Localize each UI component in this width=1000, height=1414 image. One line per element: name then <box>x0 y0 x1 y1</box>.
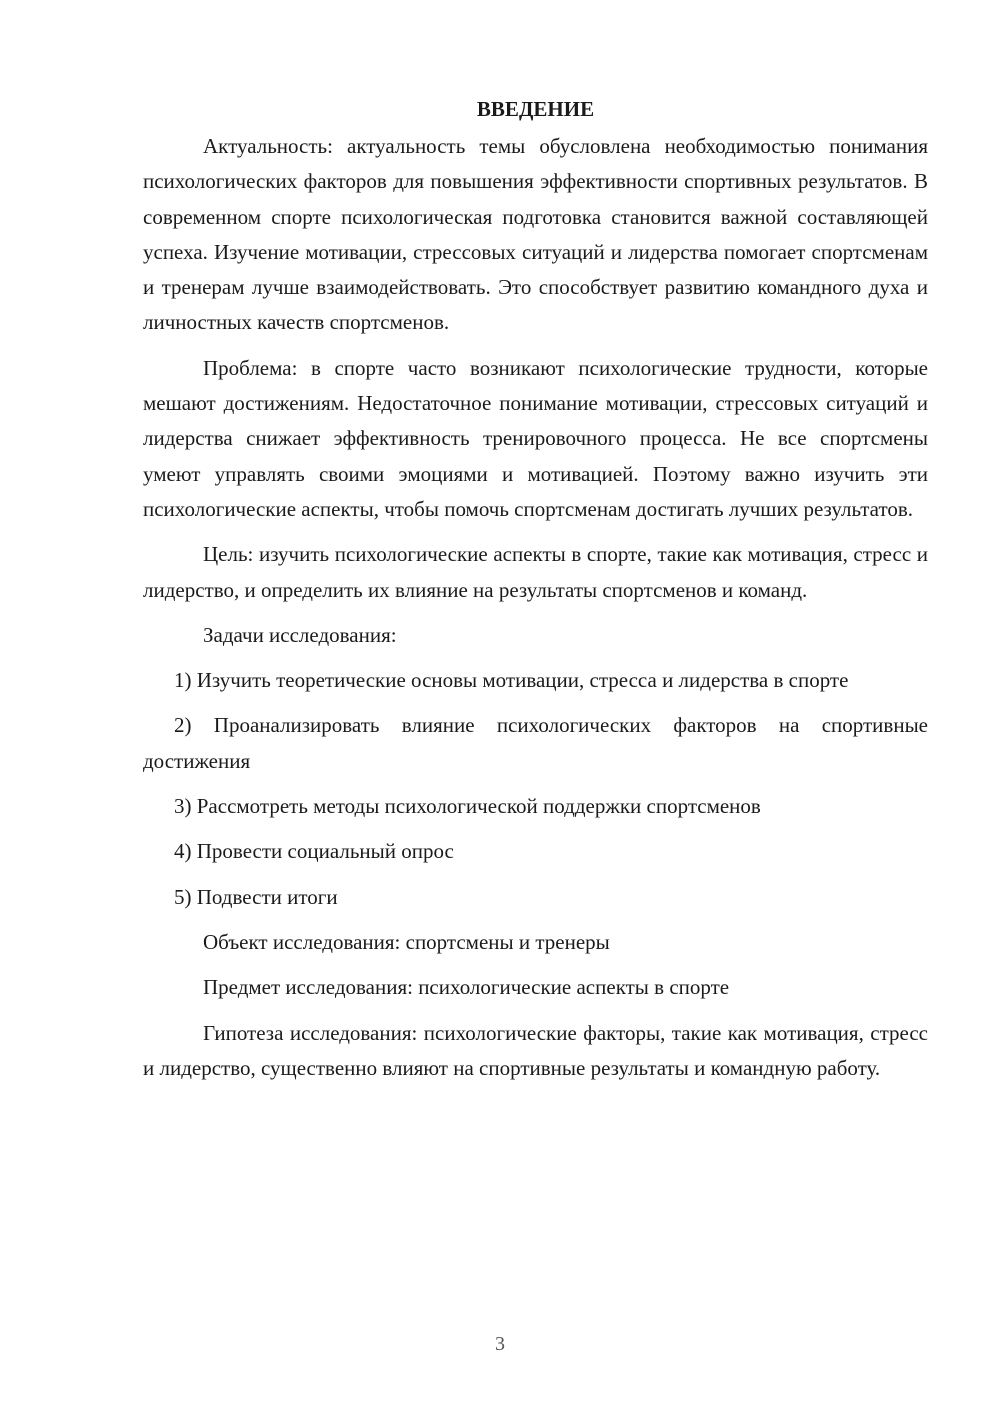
task-item-5: 5) Подвести итоги <box>174 884 338 909</box>
document-page <box>143 92 928 1096</box>
task-item-3: 3) Рассмотреть методы психологической поддержки спортсменов <box>174 794 761 819</box>
task-item-2: 2) Проанализировать влияние психологических факторов на спортивные достижения <box>143 713 928 773</box>
section-title: ВВЕДЕНИЕ <box>476 97 595 121</box>
research-subject: Предмет исследования: психологические аспекты в спорте <box>203 975 730 1000</box>
research-object: Объект исследования: спортсмены и тренеры <box>203 929 610 954</box>
tasks-heading: Задачи исследования: <box>203 622 397 647</box>
paragraph-goal: Цель: изучить психологические аспекты в спорте, такие как мотивация, стресс и лидерство, и определить их влияние на результаты спортсменов и команд. <box>143 542 928 602</box>
page-number: 3 <box>495 1333 505 1355</box>
paragraph-problem: Проблема: в спорте часто возникают психологические трудности, которые мешают достижениям. Недостаточное понимание мотивации, стрессовых ситуаций и лидерства снижает эффективность тренировочного процесса. Не все спортсмены умеют управлять своими эмоциями и мотивацией. Поэтому важно изучить эти психологические аспекты, чтобы помочь спортсменам достигать лучших результатов. <box>143 355 928 521</box>
paragraph-relevance: Актуальность: актуальность темы обусловлена необходимостью понимания психологических факторов для повышения эффективности спортивных результатов. В современном спорте психологическая подготовка становится важной составляющей успеха. Изучение мотивации, стрессовых ситуаций и лидерства помогает спортсменам и тренерам лучше взаимодействовать. Это способствует развитию командного духа и личностных качеств спортсменов. <box>143 134 928 335</box>
task-item-1: 1) Изучить теоретические основы мотивации, стресса и лидерства в спорте <box>174 668 849 693</box>
task-item-4: 4) Провести социальный опрос <box>174 839 454 864</box>
research-hypothesis: Гипотеза исследования: психологические факторы, такие как мотивация, стресс и лидерство, существенно влияют на спортивные результаты и командную работу. <box>143 1020 928 1080</box>
